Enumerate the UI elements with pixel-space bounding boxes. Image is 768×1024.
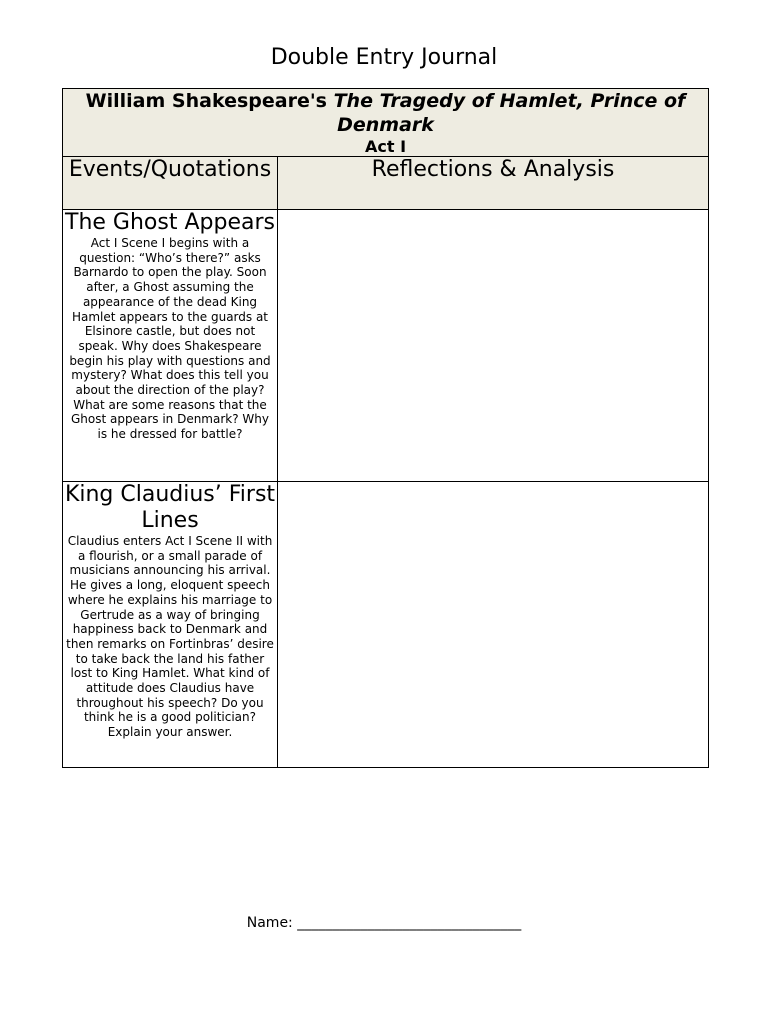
title-cell — [63, 89, 709, 157]
reflection-cell[interactable] — [278, 482, 709, 768]
event-cell — [63, 482, 278, 768]
column-header-reflections — [278, 157, 709, 210]
event-cell — [63, 210, 278, 482]
table-row — [63, 482, 709, 768]
column-header-events-label: Events/Quotations — [68, 157, 272, 182]
column-header-events — [63, 157, 278, 210]
act-label: Act I — [364, 137, 407, 156]
column-header-reflections-label: Reflections & Analysis — [371, 157, 615, 182]
column-header-row — [63, 157, 709, 210]
event-title: King Claudius’ First Lines — [64, 482, 276, 533]
book-title — [63, 89, 708, 137]
table-row — [63, 210, 709, 482]
book-title-italic: The Tragedy of Hamlet, Prince of Denmark — [333, 90, 686, 136]
book-title-prefix: William Shakespeare's — [85, 90, 334, 112]
event-description: Act I Scene I begins with a question: “Who’s there?” asks Barnardo to open the play. Soon after, a Ghost assuming the appearance of the dead King Hamlet appears to the guards at Elsinore castle, but does not speak. Why does Shakespeare begin his play with questions and mystery? What does this tell you about the direction of the play? What are some reasons that the Ghost appears in Denmark? Why is he dressed for battle? — [69, 236, 271, 442]
page-title: Double Entry Journal — [270, 45, 498, 70]
name-line: Name: ________________________________ — [246, 915, 522, 931]
journal-table — [62, 88, 709, 768]
reflection-cell[interactable] — [278, 210, 709, 482]
event-description: Claudius enters Act I Scene II with a flourish, or a small parade of musicians announcing his arrival. He gives a long, eloquent speech where he explains his marriage to Gertrude as a way of bringing happiness back to Denmark and then remarks on Fortinbras’ desire to take back the land his father lost to King Hamlet. What kind of attitude does Claudius have throughout his speech? Do you think he is a good politician? Explain your answer. — [66, 534, 274, 740]
event-title: The Ghost Appears — [65, 210, 275, 235]
title-row — [63, 89, 709, 157]
